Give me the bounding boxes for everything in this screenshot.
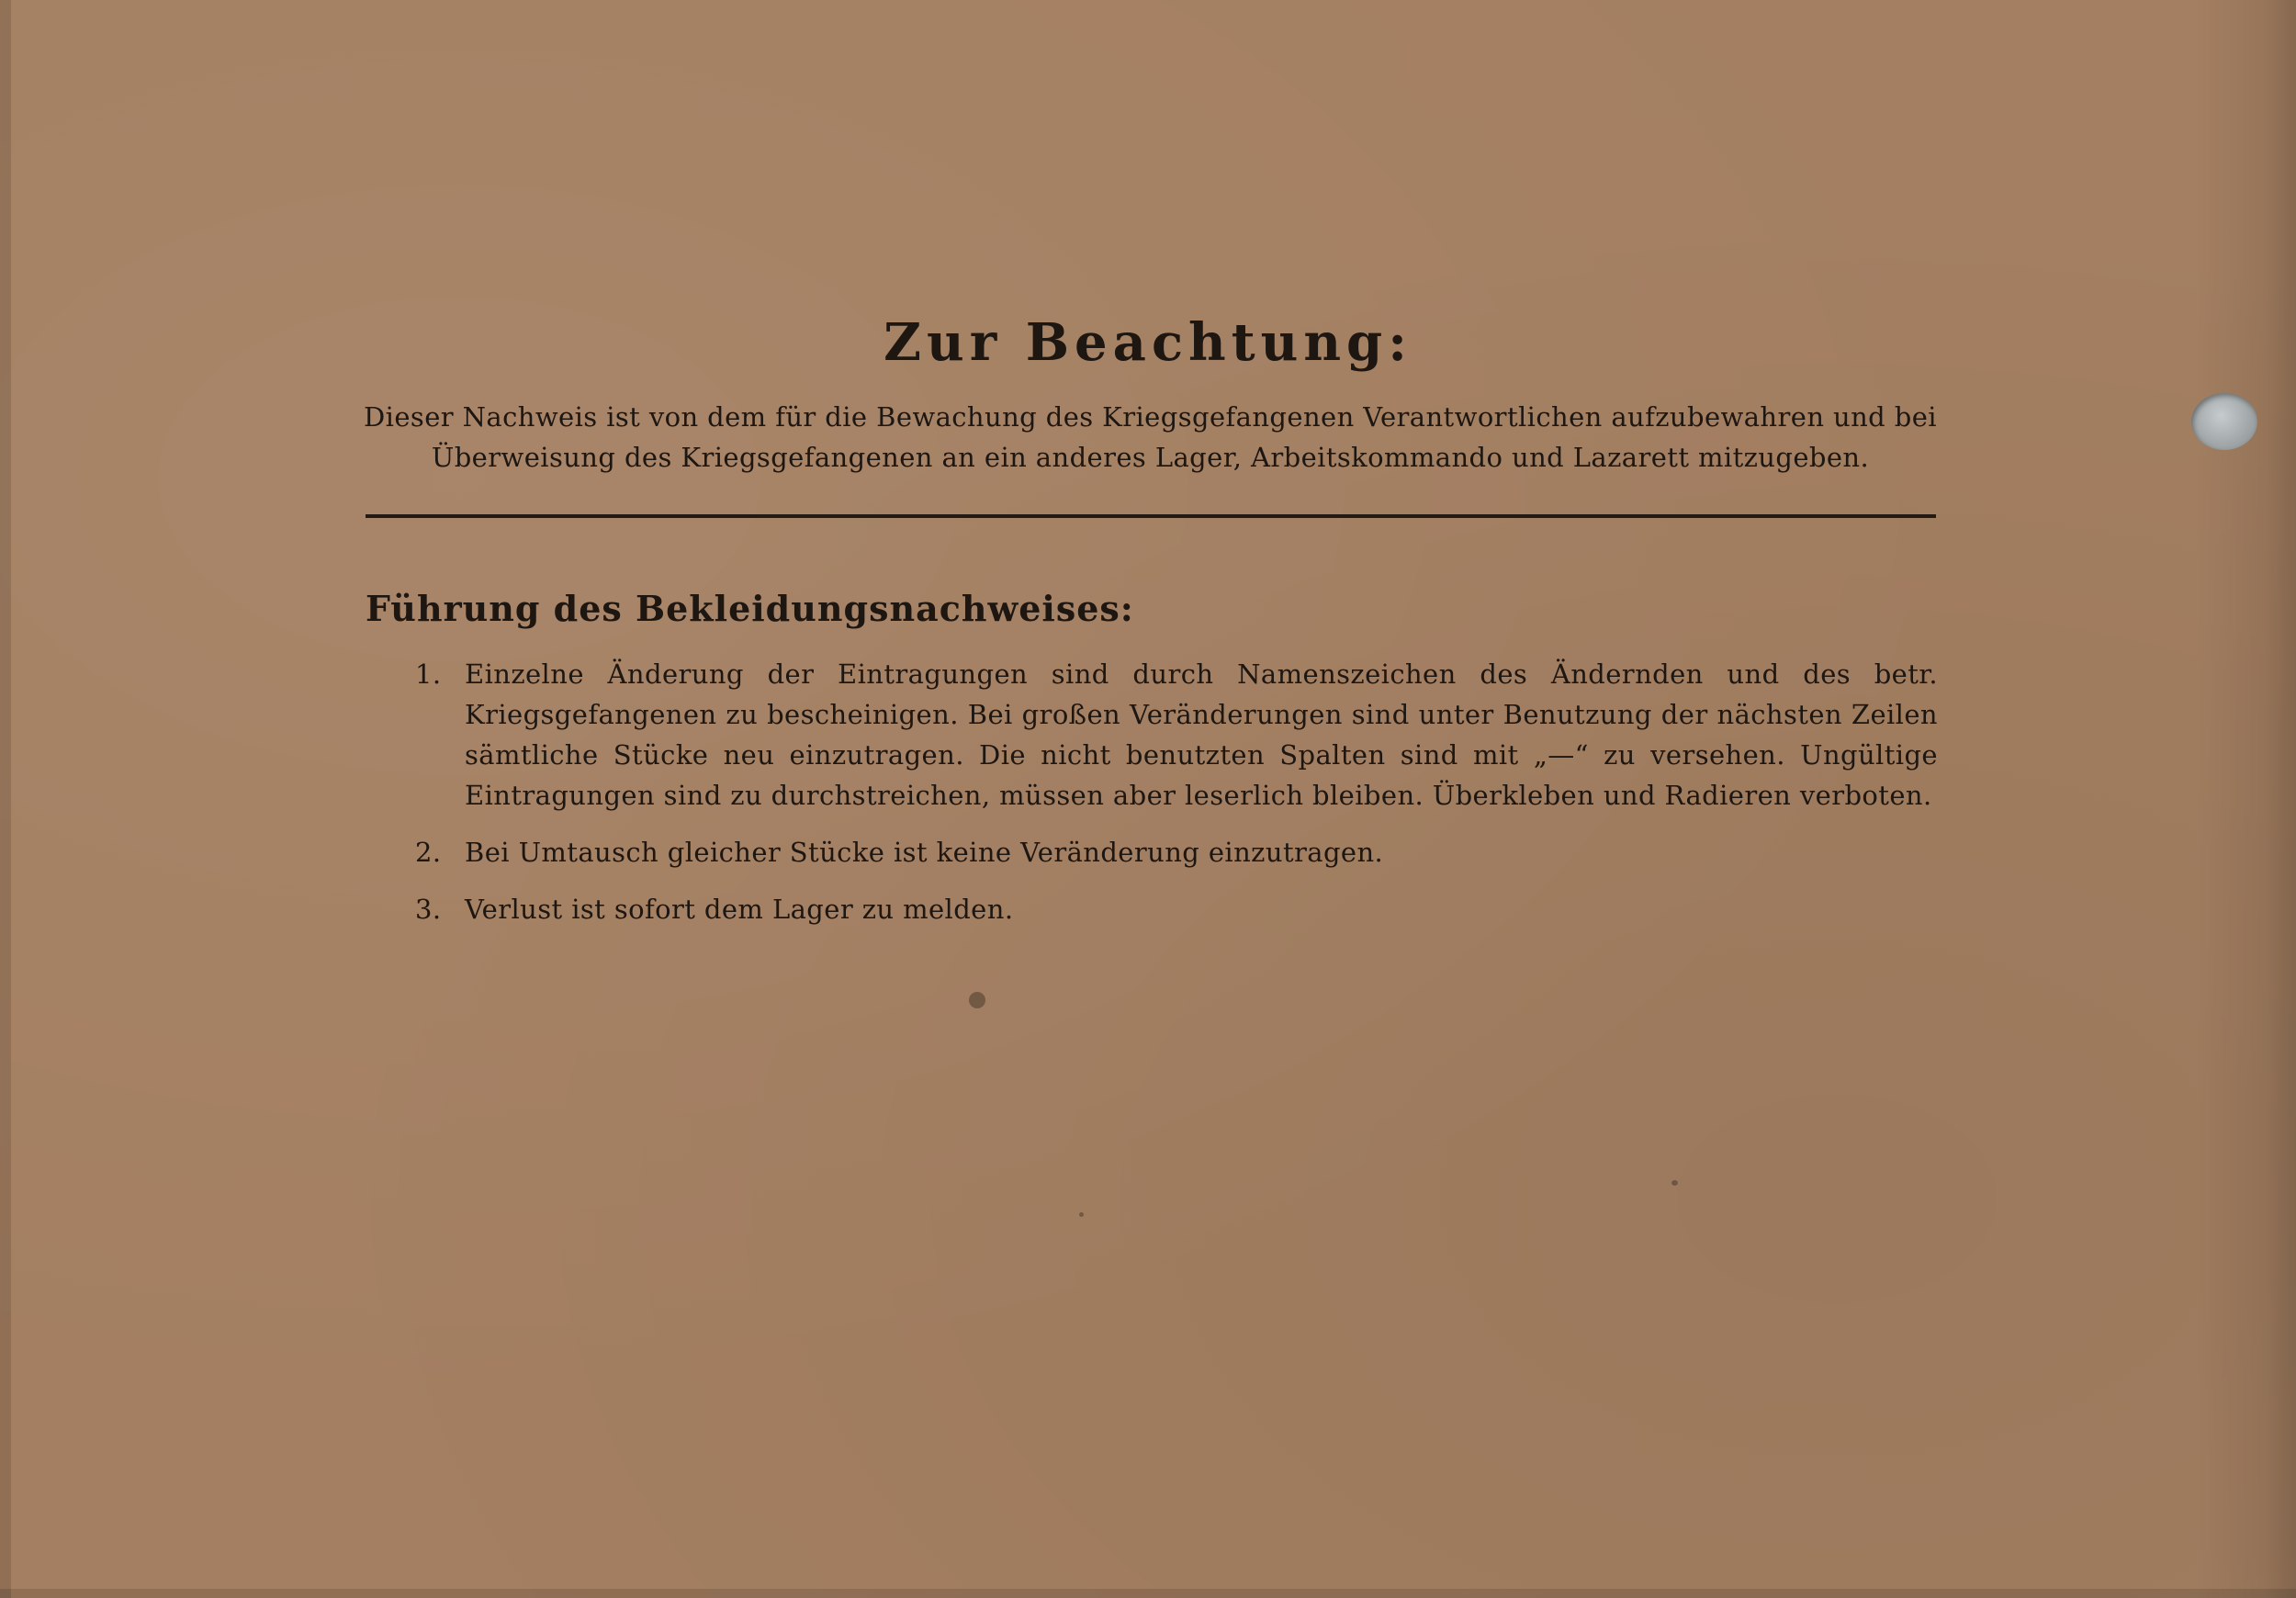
- document-title: Zur Beachtung:: [884, 312, 1412, 373]
- card-bottom-edge: [0, 1589, 2296, 1598]
- rule-text: Bei Umtausch gleicher Stücke ist keine Veränderung einzutragen.: [465, 837, 1384, 868]
- rule-number: 1.: [415, 658, 442, 690]
- horizontal-divider: [366, 514, 1936, 518]
- intro-paragraph: Dieser Nachweis ist von dem für die Bewachung des Kriegsgefangenen Verantwortlichen aufzubewahren und bei Überweisung des Kriegsgefangenen an ein anderes Lager, Arbeitskommando und Lazarett mitzugeben.: [364, 401, 1937, 473]
- paper-speck: [969, 992, 985, 1008]
- rule-text: Einzelne Änderung der Eintragungen sind durch Namenszeichen des Ändernden und des betr. Kriegsgefangenen zu bescheinigen. Bei großen Veränderungen sind unter Benutzung der nächsten Zeilen sämtliche Stücke neu einzutragen. Die nicht benutzten Spalten sind mit „—“ zu versehen. Ungültige Eintragungen sind zu durchstreichen, müssen aber leserlich bleiben. Überkleben und Radieren verboten.: [465, 658, 1938, 811]
- rule-text: Verlust ist sofort dem Lager zu melden.: [465, 894, 1014, 925]
- rule-item-2: [404, 832, 1938, 872]
- card-right-edge: [2195, 0, 2296, 1598]
- rule-item-1: [404, 654, 1938, 816]
- section-heading: Führung des Bekleidungsnachweises:: [366, 588, 1134, 629]
- punch-hole: [2191, 393, 2257, 450]
- card-left-edge: [0, 0, 11, 1598]
- rule-number: 3.: [415, 894, 442, 925]
- rule-number: 2.: [415, 837, 442, 868]
- rules-list: [404, 654, 1938, 946]
- rule-item-3: [404, 889, 1938, 929]
- paper-speck: [1671, 1180, 1678, 1186]
- paper-speck: [1079, 1212, 1084, 1217]
